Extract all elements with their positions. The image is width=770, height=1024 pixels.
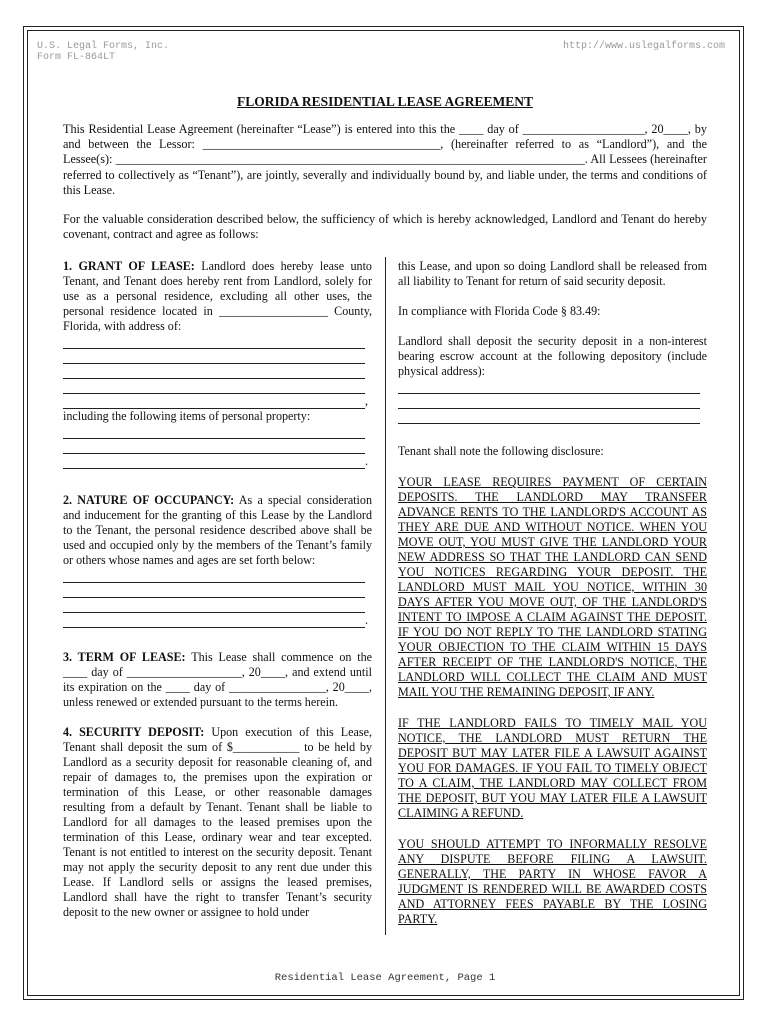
address-line[interactable] (63, 379, 365, 394)
form-id: Form FL-864LT (37, 52, 116, 63)
address-line[interactable] (63, 334, 365, 349)
section-1-text: Landlord does hereby lease unto Tenant, and Tenant does hereby rent from Landlord, solely for use as a personal residence, excluding all other uses, the personal residence located in __________________ County, Florida, with address of: (63, 259, 372, 333)
section-3-text: This Lease shall commence on the ____ day of ___________________, 20____, and extend until its expiration on the ____ day of ________________, 20____, unless renewed or extended pursuant to the terms herein. (63, 650, 372, 709)
right-column (398, 259, 707, 927)
occupant-line[interactable] (63, 568, 365, 583)
depository-line[interactable] (398, 379, 700, 394)
address-line[interactable] (63, 349, 365, 364)
page-footer: Residential Lease Agreement, Page 1 (274, 972, 496, 984)
section-4-text: Upon execution of this Lease, Tenant shall deposit the sum of $___________ to be held by Landlord as a security deposit for reasonable cleaning of, and repair of damages to, the premises upon the expiration or termination of this Lease, or other reasonable damages resulting from a default by Tenant. Tenant shall be liable to Landlord for all damages to the leased premises upon the termination of this Lease, ordinary wear and tear excepted. Tenant is not entitled to interest on the security deposit. Tenant may not apply the security deposit to any rent due under this Lease. If Landlord sells or assigns the leased premises, Landlord shall have the right to transfer Tenant’s security deposit to the new owner or assignee to hold under (63, 725, 372, 919)
address-line-last[interactable]: , (63, 394, 372, 409)
address-line[interactable] (63, 364, 365, 379)
section-security-deposit (63, 725, 372, 920)
occupant-line[interactable] (63, 583, 365, 598)
section-term-of-lease (63, 650, 372, 710)
property-line[interactable] (63, 424, 365, 439)
section-grant-of-lease (63, 259, 372, 334)
disclosure-paragraph-2: IF THE LANDLORD FAILS TO TIMELY MAIL YOU NOTICE, THE LANDLORD MUST RETURN THE DEPOSIT BUT MAY LATER FILE A LAWSUIT AGAINST YOU FOR DAMAGES. IF YOU FAIL TO TIMELY OBJECT TO A CLAIM, THE LANDLORD MAY COLLECT FROM THE DEPOSIT, BUT YOU MAY LATER FILE A LAWSUIT CLAIMING A REFUND. (398, 716, 707, 820)
column-divider (385, 257, 386, 935)
disclosure-paragraph-3: YOU SHOULD ATTEMPT TO INFORMALLY RESOLVE ANY DISPUTE BEFORE FILING A LAWSUIT. GENERALLY, THE PARTY IN WHOSE FAVOR A JUDGMENT IS RENDERED WILL BE AWARDED COSTS AND ATTORNEY FEES PAYABLE BY THE LOSING PARTY. (398, 837, 707, 926)
occupant-line[interactable] (63, 598, 365, 613)
company-name: U.S. Legal Forms, Inc. (37, 41, 170, 52)
disclosure-intro: Tenant shall note the following disclosure: (398, 444, 604, 458)
property-line[interactable] (63, 439, 365, 454)
occupant-line-last[interactable]: . (63, 613, 372, 628)
section-nature-of-occupancy (63, 493, 372, 568)
header-left (37, 41, 169, 63)
intro-section (63, 122, 707, 242)
escrow-text: Landlord shall deposit the security deposit in a non-interest bearing escrow account at the following depository (include physical address): (398, 334, 707, 378)
document-title: FLORIDA RESIDENTIAL LEASE AGREEMENT (237, 94, 533, 109)
intro-paragraph-1: This Residential Lease Agreement (hereinafter “Lease”) is entered into this the ____ day of ____________________, 20____, by and between the Lessor: _______________________________________, (hereinafter referred to as “Landlord”), and the Lessee(s): _____________________________________________________________________________. All Lessees (hereinafter referred to collectively as “Tenant”), are jointly, severally and individually bound by, and liable under, the terms and conditions of this Lease. (63, 122, 707, 197)
compliance-text: In compliance with Florida Code § 83.49: (398, 304, 601, 318)
deposit-continued-text: this Lease, and upon so doing Landlord shall be released from all liability to Tenant for return of said security deposit. (398, 259, 707, 288)
left-column (63, 259, 372, 920)
depository-line[interactable] (398, 394, 700, 409)
intro-paragraph-2: For the valuable consideration described below, the sufficiency of which is hereby acknowledged, Landlord and Tenant do hereby covenant, contract and agree as follows: (63, 212, 707, 242)
disclosure-paragraph-1: YOUR LEASE REQUIRES PAYMENT OF CERTAIN DEPOSITS. THE LANDLORD MAY TRANSFER ADVANCE RENTS TO THE LANDLORD'S ACCOUNT AS THEY ARE DUE AND WITHOUT NOTICE. WHEN YOU MOVE OUT, YOU MUST GIVE THE LANDLORD YOUR NEW ADDRESS SO THAT THE LANDLORD CAN SEND YOU NOTICES REGARDING YOUR DEPOSIT. THE LANDLORD MUST MAIL YOU NOTICE, WITHIN 30 DAYS AFTER YOU MOVE OUT, OF THE LANDLORD'S INTENT TO IMPOSE A CLAIM AGAINST THE DEPOSIT. IF YOU DO NOT REPLY TO THE LANDLORD STATING YOUR OBJECTION TO THE CLAIM WITHIN 15 DAYS AFTER RECEIPT OF THE LANDLORD'S NOTICE, THE LANDLORD WILL COLLECT THE CLAIM AND MUST MAIL YOU THE REMAINING DEPOSIT, IF ANY. (398, 475, 707, 699)
personal-property-label: including the following items of personal property: (63, 409, 311, 423)
section-1-heading: 1. GRANT OF LEASE: (63, 259, 195, 273)
header-url[interactable]: http://www.uslegalforms.com (562, 41, 725, 52)
property-line-last[interactable]: . (63, 454, 372, 469)
section-2-heading: 2. NATURE OF OCCUPANCY: (63, 493, 235, 507)
depository-line[interactable] (398, 409, 700, 424)
section-4-heading: 4. SECURITY DEPOSIT: (63, 725, 205, 739)
section-2-text: As a special consideration and inducement for the granting of this Lease by the Landlord to the Tenant, the personal residence described above shall be used and occupied only by the members of the Tenant’s family or others whose names and ages are set forth below: (63, 493, 372, 567)
section-3-heading: 3. TERM OF LEASE: (63, 650, 186, 664)
